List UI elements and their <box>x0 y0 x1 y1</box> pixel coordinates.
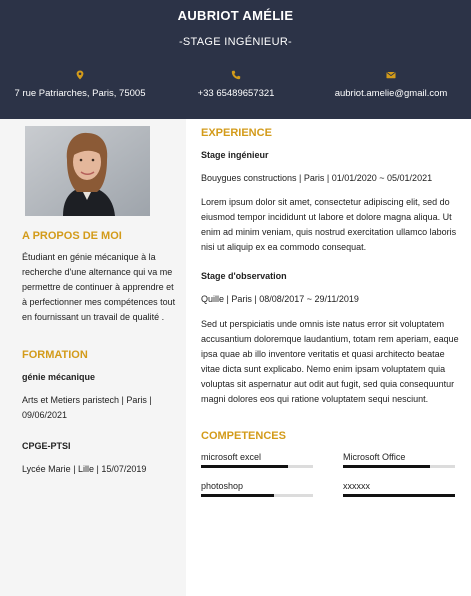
address-text: 7 rue Patriarches, Paris, 75005 <box>14 88 146 99</box>
skill-bar-fill <box>201 465 288 468</box>
experience-meta-1: Bouygues constructions | Paris | 01/01/2020 ~ 05/01/2021 <box>201 173 433 183</box>
skill-name-1: microsoft excel <box>201 452 262 462</box>
experience-desc-2: Sed ut perspiciatis unde omnis iste natus error sit voluptatem accusantium doloremque laudantium, totam rem aperiam, eaque ipsa quae ab illo inventore veritatis et quasi architecto beatae vitae dicta sunt explicabo. Nemo enim ipsam voluptatem quia voluptas sit aspernatur aut odit aut fugit, sed quia consequuntur magni dolores eos qui ratione voluptatem sequi nesciunt. <box>201 319 459 404</box>
experience-role-1: Stage ingénieur <box>201 150 269 160</box>
skill-name-3: photoshop <box>201 481 244 491</box>
about-text: Étudiant en génie mécanique à la recherche d'une alternance qui va me permettre de continuer à apprendre et à perfectionner mes compétences tout en fournissant un travail de qualité . <box>22 252 176 322</box>
experience-desc-1: Lorem ipsum dolor sit amet, consectetur adipiscing elit, sed do eiusmod tempor incididunt ut labore et dolore magna aliqua. Ut enim ad minim veniam, quis nostrud exercitation ullamco laboris nisi ut aliquip ex ea commodo consequat. <box>201 197 457 252</box>
email-link[interactable]: aubriot.amelie@gmail.com <box>334 88 448 99</box>
experience-title: EXPERIENCE <box>201 127 272 139</box>
skill-bar-fill <box>343 465 430 468</box>
candidate-name: AUBRIOT AMÉLIE <box>177 8 294 23</box>
header <box>0 0 471 119</box>
skill-bar-1 <box>201 465 313 468</box>
job-subtitle: -STAGE INGÉNIEUR- <box>178 36 293 48</box>
formation-details-2: Lycée Marie | Lille | 15/07/2019 <box>22 464 147 474</box>
envelope-icon <box>386 70 396 80</box>
contact-address <box>0 70 160 99</box>
contact-phone <box>156 70 316 99</box>
skill-name-4: xxxxxx <box>343 481 370 491</box>
left-column <box>0 119 186 596</box>
experience-role-2: Stage d'observation <box>201 271 287 281</box>
phone-text: +33 65489657321 <box>197 88 275 99</box>
skill-bar-fill <box>343 494 455 497</box>
formation-title: FORMATION <box>22 349 88 361</box>
about-title: A PROPOS DE MOI <box>22 230 122 242</box>
skill-bar-fill <box>201 494 274 497</box>
formation-degree-2: CPGE-PTSI <box>22 441 71 451</box>
skill-name-2: Microsoft Office <box>343 452 406 462</box>
formation-degree-1: génie mécanique <box>22 372 96 382</box>
location-pin-icon <box>75 70 85 80</box>
experience-meta-2: Quille | Paris | 08/08/2017 ~ 29/11/2019 <box>201 294 359 304</box>
contact-email[interactable] <box>311 70 471 99</box>
competences-title: COMPETENCES <box>201 430 286 442</box>
skill-bar-2 <box>343 465 455 468</box>
profile-photo <box>25 126 150 216</box>
skill-bar-4 <box>343 494 455 497</box>
formation-details-1: Arts et Metiers paristech | Paris | 09/06/2021 <box>22 395 152 420</box>
skill-bar-3 <box>201 494 313 497</box>
phone-icon <box>231 70 241 80</box>
portrait-image <box>25 126 150 216</box>
